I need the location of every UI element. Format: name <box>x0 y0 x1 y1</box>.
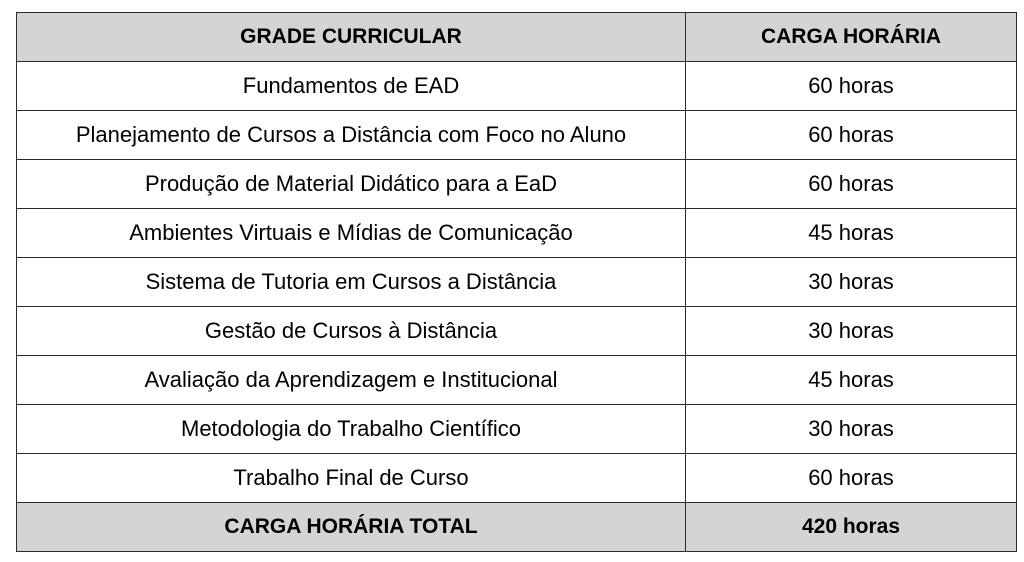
table-row <box>17 307 1017 356</box>
row-subject: Ambientes Virtuais e Mídias de Comunicação <box>17 209 686 258</box>
table-row <box>17 111 1017 160</box>
row-subject: Gestão de Cursos à Distância <box>17 307 686 356</box>
table-total-row <box>17 503 1017 552</box>
table-row <box>17 209 1017 258</box>
row-hours: 30 horas <box>686 307 1017 356</box>
table-row <box>17 454 1017 503</box>
row-subject: Planejamento de Cursos a Distância com Foco no Aluno <box>17 111 686 160</box>
row-hours: 60 horas <box>686 111 1017 160</box>
header-hours: CARGA HORÁRIA <box>686 13 1017 62</box>
row-hours: 45 horas <box>686 356 1017 405</box>
row-hours: 60 horas <box>686 62 1017 111</box>
row-hours: 45 horas <box>686 209 1017 258</box>
row-subject: Avaliação da Aprendizagem e Institucional <box>17 356 686 405</box>
row-hours: 60 horas <box>686 454 1017 503</box>
table-row <box>17 405 1017 454</box>
table-row <box>17 258 1017 307</box>
row-subject: Produção de Material Didático para a EaD <box>17 160 686 209</box>
row-hours: 30 horas <box>686 258 1017 307</box>
total-label: CARGA HORÁRIA TOTAL <box>17 503 686 552</box>
row-subject: Metodologia do Trabalho Científico <box>17 405 686 454</box>
curriculum-table <box>16 12 1017 552</box>
table-row <box>17 160 1017 209</box>
row-hours: 30 horas <box>686 405 1017 454</box>
row-subject: Fundamentos de EAD <box>17 62 686 111</box>
table-row <box>17 356 1017 405</box>
row-subject: Trabalho Final de Curso <box>17 454 686 503</box>
table-header-row <box>17 13 1017 62</box>
row-hours: 60 horas <box>686 160 1017 209</box>
header-subject: GRADE CURRICULAR <box>17 13 686 62</box>
row-subject: Sistema de Tutoria em Cursos a Distância <box>17 258 686 307</box>
table-row <box>17 62 1017 111</box>
total-hours: 420 horas <box>686 503 1017 552</box>
